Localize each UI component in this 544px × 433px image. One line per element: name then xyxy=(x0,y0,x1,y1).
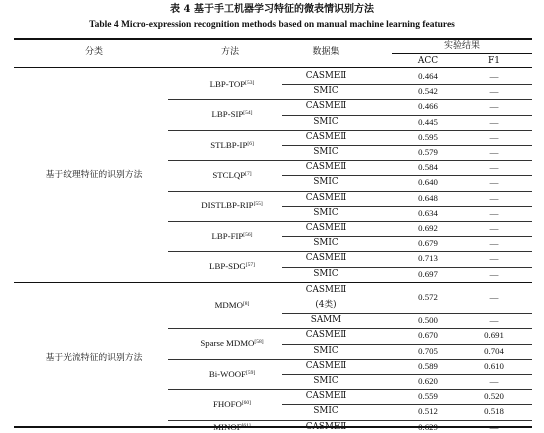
f1-cell: 0.520 xyxy=(484,391,504,402)
acc-cell: 0.500 xyxy=(418,315,438,326)
row-divider xyxy=(282,84,532,85)
method-name: Sparse MDMO xyxy=(200,338,255,349)
dataset-cell: CASMEⅡ xyxy=(305,253,347,264)
row-divider xyxy=(282,313,532,314)
method-cell xyxy=(172,109,292,120)
row-divider xyxy=(282,175,532,176)
method-name: STLBP-IP xyxy=(210,139,248,150)
acc-cell: 0.713 xyxy=(418,253,438,264)
f1-cell: — xyxy=(489,162,499,173)
method-divider xyxy=(168,328,532,329)
header-dataset: 数据集 xyxy=(312,47,340,57)
dataset-cell: CASMEⅡ xyxy=(305,162,347,173)
method-name: LBP-SDG xyxy=(209,261,246,272)
method-ref: [60] xyxy=(241,399,251,406)
acc-cell: 0.512 xyxy=(418,406,438,417)
acc-cell: 0.589 xyxy=(418,360,438,371)
f1-cell: — xyxy=(489,177,499,188)
header-category: 分类 xyxy=(84,47,103,57)
method-ref: [55] xyxy=(253,201,263,208)
f1-cell: — xyxy=(489,207,499,218)
acc-cell: 0.466 xyxy=(418,101,438,112)
row-divider xyxy=(282,145,532,146)
method-divider xyxy=(168,420,532,421)
method-name: DISTLBP-RIP xyxy=(201,200,254,211)
f1-cell: — xyxy=(489,86,499,97)
dataset-cell: CASMEⅡ xyxy=(305,284,347,295)
acc-cell: 0.464 xyxy=(418,71,438,81)
method-ref: [56] xyxy=(243,231,253,238)
method-name: LBP-FIP xyxy=(211,230,244,241)
acc-cell: 0.595 xyxy=(418,131,438,142)
acc-cell: 0.640 xyxy=(418,177,438,188)
dataset-cell: SMIC xyxy=(313,86,339,97)
method-name: LBP-SIP xyxy=(211,109,244,120)
dataset-cell: SMIC xyxy=(313,376,339,386)
method-divider xyxy=(168,221,532,222)
f1-cell: — xyxy=(489,101,499,112)
method-cell xyxy=(172,79,292,90)
acc-cell: 0.705 xyxy=(418,345,438,356)
acc-cell: 0.620 xyxy=(418,376,438,386)
dataset-cell: SMIC xyxy=(313,268,339,279)
f1-cell: — xyxy=(489,131,499,142)
acc-cell: 0.572 xyxy=(418,292,438,303)
method-divider xyxy=(168,389,532,390)
category-cell: 基于光流特征的识别方法 xyxy=(45,353,143,364)
dataset-cell: SMIC xyxy=(313,406,339,417)
method-name: Bi-WOOF xyxy=(208,368,246,379)
method-divider xyxy=(168,191,532,192)
method-name: STCLQP xyxy=(212,169,246,180)
f1-cell: — xyxy=(489,253,499,264)
dataset-cell: SMIC xyxy=(313,238,339,249)
dataset-cell: SMIC xyxy=(313,345,339,356)
method-cell xyxy=(172,231,292,242)
acc-cell: 0.559 xyxy=(418,391,438,402)
method-divider xyxy=(168,130,532,131)
method-cell xyxy=(172,369,292,380)
method-ref: [6] xyxy=(247,140,254,147)
table-caption-en: Table 4 Micro-expression recognition methods based on manual machine learning features xyxy=(89,20,455,30)
method-cell xyxy=(172,200,292,211)
f1-cell: — xyxy=(489,71,499,81)
method-name: LBP-TOP xyxy=(209,78,246,89)
method-ref: [59] xyxy=(245,369,256,376)
acc-cell: 0.648 xyxy=(418,192,438,203)
dataset-cell: CASMEⅡ xyxy=(305,360,347,371)
method-ref: [7] xyxy=(245,170,252,177)
acc-cell: 0.670 xyxy=(418,330,438,341)
method-cell xyxy=(172,140,292,151)
row-divider xyxy=(282,374,532,375)
f1-cell: — xyxy=(489,223,499,233)
method-name: MDMO xyxy=(214,300,243,311)
f1-cell: — xyxy=(489,315,499,326)
method-ref: [57] xyxy=(245,262,255,269)
dataset-cell: CASMEⅡ xyxy=(305,391,347,402)
table-caption-cn: 表 4 基于手工机器学习特征的微表情识别方法 xyxy=(170,4,374,15)
acc-cell: 0.634 xyxy=(418,207,438,218)
category-cell: 基于纹理特征的识别方法 xyxy=(45,169,143,180)
f1-cell: — xyxy=(489,292,499,303)
f1-cell: 0.704 xyxy=(484,345,504,356)
header-acc: ACC xyxy=(417,56,439,66)
group-divider xyxy=(14,282,532,283)
row-divider xyxy=(282,206,532,207)
row-divider xyxy=(282,267,532,268)
header-f1: F1 xyxy=(488,56,500,66)
f1-cell: — xyxy=(489,268,499,279)
f1-cell: — xyxy=(489,147,499,157)
f1-cell: — xyxy=(489,238,499,249)
header-results: 实验结果 xyxy=(443,41,480,51)
acc-cell: 0.445 xyxy=(418,116,438,127)
acc-cell: 0.679 xyxy=(418,238,438,249)
acc-cell: 0.692 xyxy=(418,223,438,233)
method-cell xyxy=(172,261,292,272)
method-name: FHOFO xyxy=(212,398,242,409)
acc-cell: 0.584 xyxy=(418,162,438,173)
f1-cell: 0.518 xyxy=(484,406,504,417)
method-cell xyxy=(172,170,292,181)
f1-cell: 0.610 xyxy=(484,360,504,371)
f1-cell: — xyxy=(489,116,499,127)
dataset-cell: CASMEⅡ xyxy=(305,223,347,233)
f1-cell: 0.691 xyxy=(484,330,504,341)
method-divider xyxy=(168,99,532,100)
dataset-cell: SMIC xyxy=(313,207,339,218)
dataset-cell: CASMEⅡ xyxy=(305,131,347,142)
dataset-cell: SMIC xyxy=(313,116,339,127)
method-cell xyxy=(172,300,292,311)
f1-cell: — xyxy=(489,376,499,386)
header-method: 方法 xyxy=(220,47,239,57)
acc-cell: 0.542 xyxy=(418,86,438,97)
method-cell xyxy=(172,399,292,410)
method-ref: [53] xyxy=(245,79,255,86)
row-divider xyxy=(282,344,532,345)
dataset-cell: SMIC xyxy=(313,177,339,188)
acc-cell: 0.697 xyxy=(418,268,438,279)
method-ref: [58] xyxy=(254,339,264,346)
dataset-cell: CASMEⅡ xyxy=(305,101,347,112)
acc-cell: 0.579 xyxy=(418,147,438,157)
method-divider xyxy=(168,160,532,161)
method-cell xyxy=(172,338,292,349)
f1-cell: — xyxy=(489,192,499,203)
dataset-cell: CASMEⅡ xyxy=(305,330,347,341)
row-divider xyxy=(282,115,532,116)
dataset-cell: CASMEⅡ xyxy=(305,71,347,81)
bottom-rule xyxy=(14,426,532,428)
method-divider xyxy=(168,359,532,360)
dataset-cell-note: (4类) xyxy=(315,300,337,310)
dataset-cell: SMIC xyxy=(313,147,339,157)
dataset-cell: SAMM xyxy=(310,315,342,326)
dataset-cell: CASMEⅡ xyxy=(305,192,347,203)
row-divider xyxy=(282,236,532,237)
row-divider xyxy=(282,404,532,405)
method-ref: [54] xyxy=(243,110,253,117)
method-divider xyxy=(168,251,532,252)
method-ref: [8] xyxy=(242,301,250,308)
